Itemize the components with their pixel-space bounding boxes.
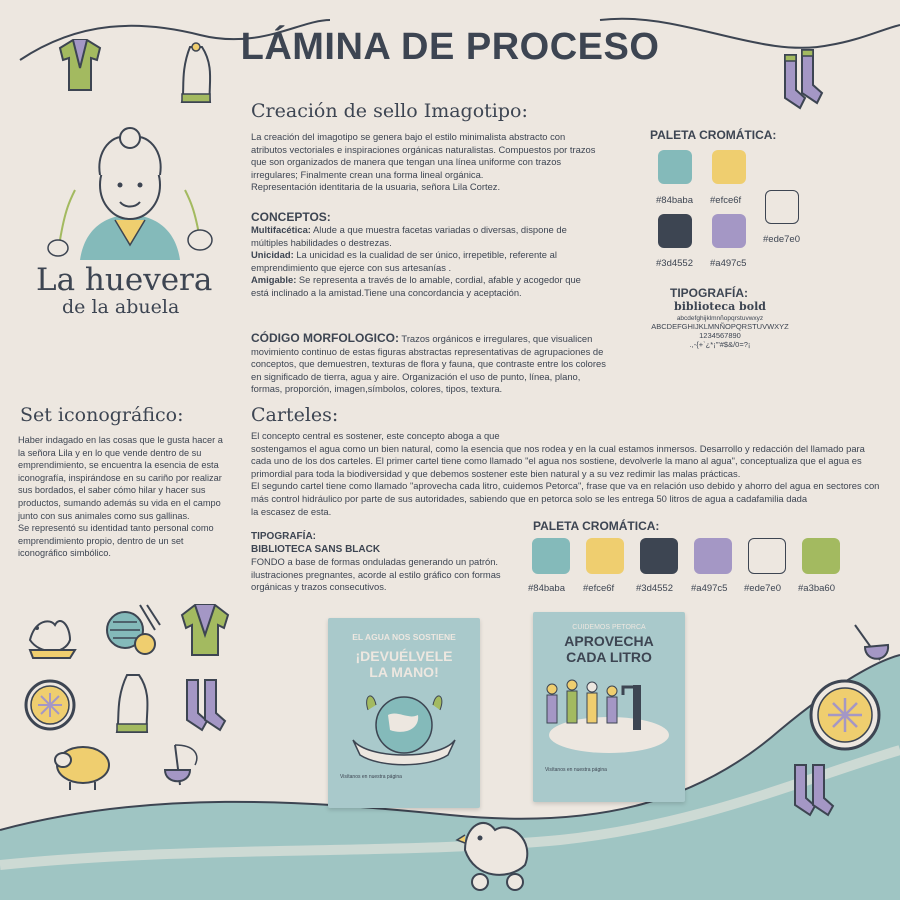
morfologico-block bbox=[251, 332, 611, 396]
conceptos-title: CONCEPTOS: bbox=[251, 210, 331, 224]
swatch-label: #efce6f bbox=[583, 583, 615, 594]
poster-devuelvele-la-mano bbox=[328, 618, 480, 808]
font-uppercase: ABCDEFGHIJKLMNÑOPQRSTUVWXYZ bbox=[651, 322, 789, 331]
swatch-3d4552 bbox=[640, 538, 678, 574]
page-title: LÁMINA DE PROCESO bbox=[240, 26, 660, 68]
grandmother-logo-illustration bbox=[40, 120, 220, 260]
swatch-label: #a3ba60 bbox=[798, 583, 835, 594]
iconografico-title: Set iconográfico: bbox=[20, 404, 184, 426]
swatch-a497c5 bbox=[694, 538, 732, 574]
tipografia2-title: TIPOGRAFÍA: bbox=[251, 531, 316, 542]
sello-text: La creación del imagotipo se genera bajo el estilo minimalista abstracto con atributos vectoriales e inspiraciones orgánicas naturalistas. Compuestos por trazos que son organizados de manera que tengan una línea uniforme con trazos irregulares; Finalmente crean una forma lineal orgánica. Representación identitaria de la usuaria, señora Lila Cortez. bbox=[251, 131, 596, 193]
swatch-3d4552 bbox=[658, 214, 692, 248]
poster1-footer: Visítanos en nuestra página bbox=[340, 774, 402, 780]
logo-name-line1: La huevera bbox=[36, 262, 213, 298]
swatch-label: #84baba bbox=[656, 195, 693, 206]
font-lowercase: abcdefghijklmnñopqrstuvwxyz bbox=[676, 315, 764, 322]
embroidery-hoop-icon bbox=[811, 681, 879, 749]
poster1-top-text: EL AGUA NOS SOSTIENE bbox=[352, 632, 456, 642]
tipografia2-name: BIBLIOTECA SANS BLACK bbox=[251, 543, 381, 555]
poster-aprovecha-cada-litro bbox=[533, 612, 685, 802]
paleta1-swatches bbox=[658, 150, 818, 280]
swatch-ede7e0 bbox=[765, 190, 799, 224]
poster2-headline-1: APROVECHA bbox=[564, 633, 654, 649]
morfologico-title: CÓDIGO MORFOLOGICO: bbox=[251, 331, 399, 345]
swatch-label: #efce6f bbox=[710, 195, 742, 206]
font-symbols: .,-{+`¿*¡'"#$&/0=?¡ bbox=[689, 340, 751, 349]
poster2-headline-2: CADA LITRO bbox=[566, 649, 652, 665]
swatch-efce6f bbox=[712, 150, 746, 184]
paleta2-title: PALETA CROMÁTICA: bbox=[533, 519, 660, 533]
logo-name-line2: de la abuela bbox=[62, 296, 180, 318]
poster2-footer: Visítanos en nuestra página bbox=[545, 767, 607, 773]
poster1-headline-1: ¡DEVUÉLVELE bbox=[355, 648, 453, 664]
tipografia2-text: FONDO a base de formas onduladas generando un patrón. ilustraciones pregnantes, acorde al estilo gráfico con formas orgánicas y trazos consecutivos. bbox=[251, 556, 501, 593]
tipografia1-sample bbox=[630, 300, 810, 349]
swatch-84baba bbox=[658, 150, 692, 184]
swatch-label: #a497c5 bbox=[710, 258, 747, 269]
tipografia2-block bbox=[251, 531, 516, 594]
morfologico-text: Trazos orgánicos e irregulares, que visualicen movimiento continuo de estas figuras abstractas representativas de agrupaciones de conceptos, que demuestren, texturas de flora y fauna, que contraste entre los colores en significado de tierra, agua y aire. Organización el uso de punto, línea, plano, formas, proporción, imagen,símbolos, colores, tipos, textura. bbox=[251, 333, 606, 395]
concepto-item: Unicidad: La unicidad es la cualidad de ser único, irrepetible, referente al emprendimiento que ejerce con sus artesanías . bbox=[251, 249, 557, 273]
iconografico-text: Haber indagado en las cosas que le gusta hacer a la señora Lila y en lo que vende dentro de su emprendimiento, se encuentra la esencia de esta iconografía, inspirándose en su cariño por realizar sus bordados, el saber cómo hilar y hacer sus productos, sumando además su vida en el campo junto con sus animales como sus gallinas. Se representó su identidad tanto personal como emprendimiento propio, dentro de un set iconográfico simbólico. bbox=[18, 435, 223, 559]
swatch-efce6f bbox=[586, 538, 624, 574]
swatch-84baba bbox=[532, 538, 570, 574]
poster2-top-text: CUIDEMOS PETORCA bbox=[572, 624, 646, 631]
tipografia1-title: TIPOGRAFÍA: bbox=[670, 286, 748, 300]
people-water-illustration bbox=[533, 665, 685, 765]
poster1-headline-2: LA MANO! bbox=[369, 664, 439, 680]
carteles-title: Carteles: bbox=[251, 404, 339, 426]
swatch-a497c5 bbox=[712, 214, 746, 248]
swatch-label: #84baba bbox=[528, 583, 565, 594]
swatch-label: #3d4552 bbox=[636, 583, 673, 594]
font-digits: 1234567890 bbox=[699, 331, 741, 340]
carteles-text: El concepto central es sostener, este concepto aboga a que sostengamos el agua como un bien natural, como la esencia que nos rodea y en la cual estamos inmersos. Desarrollo y redacción del llamado para cada uno de los dos carteles. El primer cartel tiene como llamado "el agua nos sostiene, devolverle la mano al agua", conceptualiza que el agua es primordial para toda la biodiversidad y que debemos sostener este bien natural y a su vez redimir las malas prácticas. El segundo cartel tiene como llamado "aprovecha cada litro, cuidemos Petorca", frase que va en relación uso debido y ahorro del agua en sectores con más control hidráulico por parte de sus autoridades, sabiendo que en petorca solo se les entrega 50 litros de agua a cadafamilia dada la escasez de esta. bbox=[251, 430, 880, 517]
conceptos-list bbox=[251, 224, 601, 300]
swatch-label: #ede7e0 bbox=[744, 583, 781, 594]
paleta1-title: PALETA CROMÁTICA: bbox=[650, 128, 777, 142]
swatch-label: #a497c5 bbox=[691, 583, 728, 594]
paleta2-swatches bbox=[528, 538, 858, 598]
swatch-label: #3d4552 bbox=[656, 258, 693, 269]
concepto-item: Multifacética: Alude a que muestra facetas variadas o diversas, dispone de múltiples habilidades o destrezas. bbox=[251, 224, 567, 248]
concepto-item: Amigable: Se representa a través de lo amable, cordial, afable y acogedor que está inclinado a la amistad.Tiene una concordancia y aceptación. bbox=[251, 274, 581, 298]
spindle-icon bbox=[855, 625, 888, 660]
swatch-ede7e0 bbox=[748, 538, 786, 574]
font-name: biblioteca bold bbox=[674, 300, 766, 313]
sello-title: Creación de sello Imagotipo: bbox=[251, 100, 528, 122]
hands-earth-illustration bbox=[328, 680, 480, 770]
swatch-label: #ede7e0 bbox=[763, 234, 800, 245]
swatch-a3ba60 bbox=[802, 538, 840, 574]
